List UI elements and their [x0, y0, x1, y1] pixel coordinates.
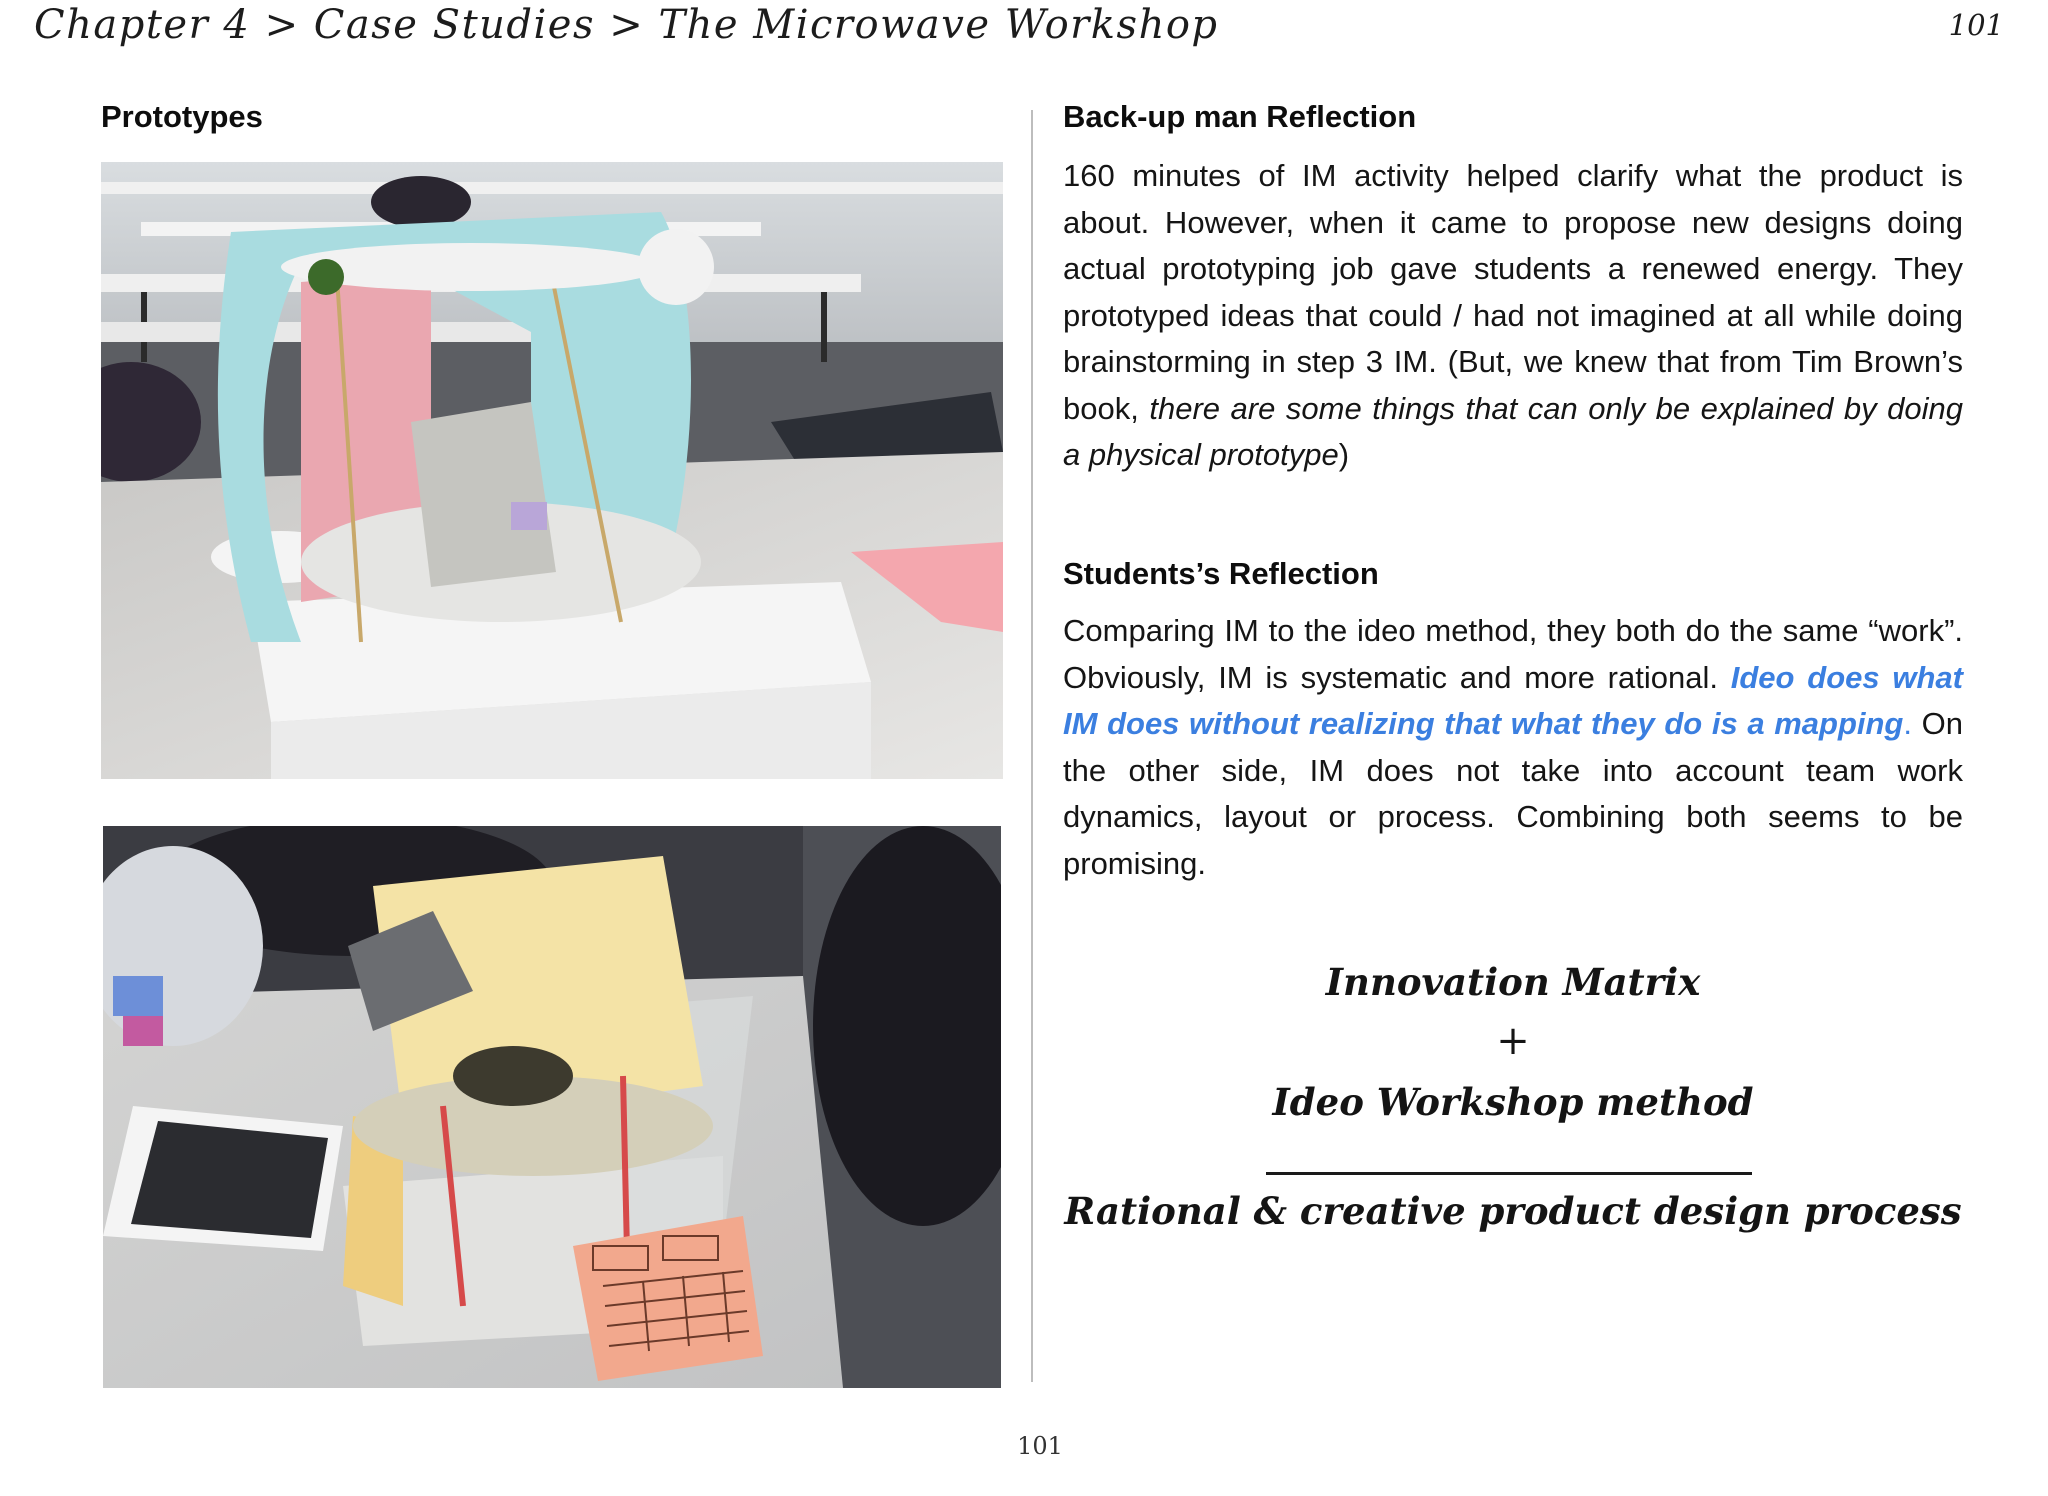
footer-page-number: 101 [1017, 1432, 1063, 1460]
students-text-after: On the other side, IM does not take into account team work dynamics, layout or process. Combining both seems to be promising. [1063, 706, 1963, 881]
students-text-before: Comparing IM to the ideo method, they both do the same “work”. Obviously, IM is systematic and more rational. [1063, 613, 1963, 695]
formula-result: Rational & creative product design process [1064, 1189, 1962, 1233]
backup-text-end: ) [1338, 437, 1350, 472]
formula-innovation-matrix: Innovation Matrix [1325, 960, 1701, 1004]
prototype-photo-1 [101, 162, 1003, 779]
prototypes-heading: Prototypes [101, 99, 263, 134]
prototype-photo-2 [103, 826, 1001, 1388]
backup-text-plain: 160 minutes of IM activity helped clarify what the product is about. However, when it came to propose new designs doing actual prototyping job gave students a renewed energy. They prototyped ideas that could / had not imagined at all while doing brainstorming in step 3 IM. (But, we knew that from Tim Brown’s book, [1063, 158, 1963, 426]
formula-plus: + [1496, 1018, 1530, 1064]
column-divider [1031, 110, 1033, 1382]
backup-reflection-heading: Back-up man Reflection [1063, 99, 1417, 134]
students-text-highlight: Ideo does what IM does without realizing that what they do is a mapping [1063, 659, 1963, 741]
backup-reflection-text [1063, 153, 1963, 479]
formula-ideo-method: Ideo Workshop method [1272, 1080, 1754, 1124]
backup-text-italic: there are some things that can only be explained by doing a physical prototype [1063, 390, 1964, 472]
formula-separator [1266, 1172, 1752, 1175]
header-page-number: 101 [1948, 8, 2004, 42]
breadcrumb: Chapter 4 > Case Studies > The Microwave Workshop [34, 2, 1219, 48]
students-reflection-heading: Students’s Reflection [1063, 556, 1379, 591]
students-reflection-text [1063, 608, 1963, 887]
students-text-highlight-dot: . [1903, 706, 1912, 741]
